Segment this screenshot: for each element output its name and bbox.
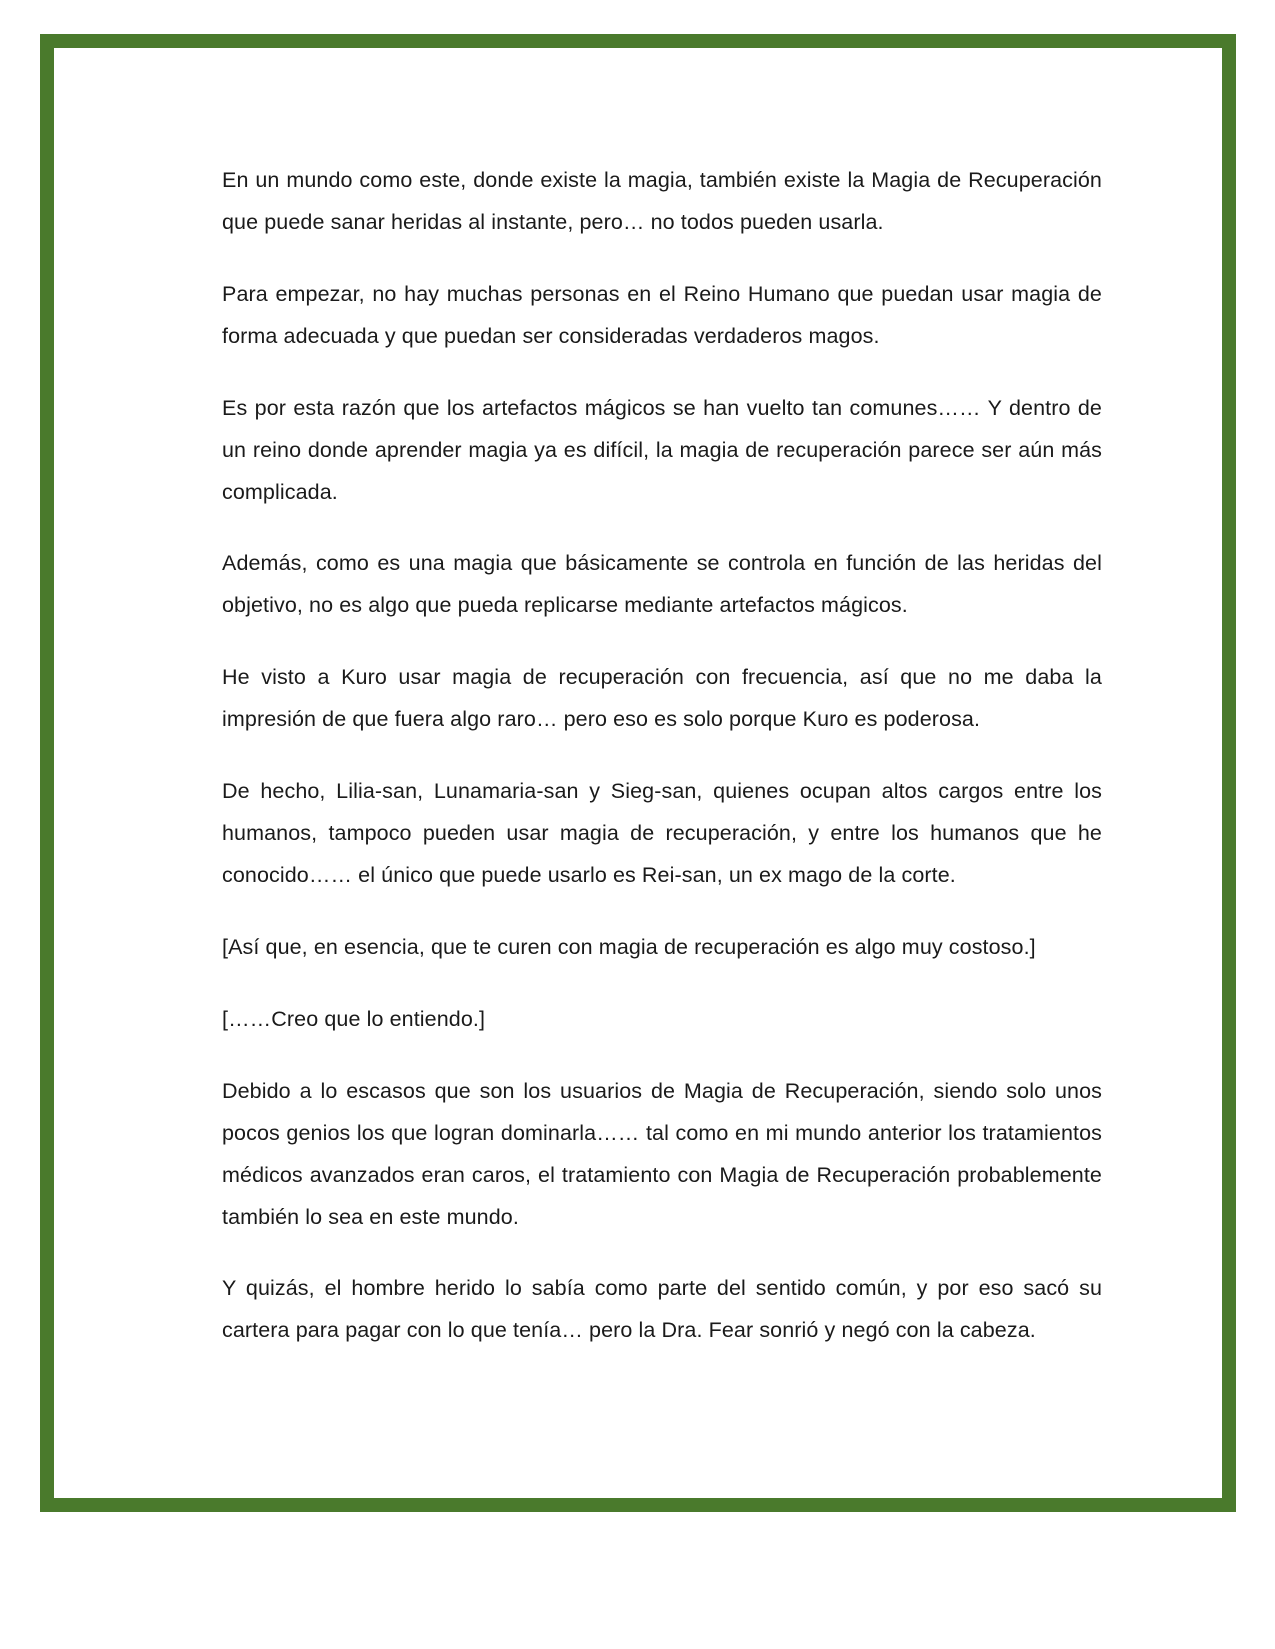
paragraph: De hecho, Lilia-san, Lunamaria-san y Sieg-san, quienes ocupan altos cargos entre los humanos, tampoco pueden usar magia de recuperación, y entre los humanos que he conocido…… el único que puede usarlo es Rei-san, un ex mago de la corte. <box>222 779 1102 887</box>
paragraph: Además, como es una magia que básicamente se controla en función de las heridas del objetivo, no es algo que pueda replicarse mediante artefactos mágicos. <box>222 551 1102 618</box>
paragraph: He visto a Kuro usar magia de recuperación con frecuencia, así que no me daba la impresión de que fuera algo raro… pero eso es solo porque Kuro es poderosa. <box>222 665 1102 732</box>
document-body <box>222 160 1102 1352</box>
paragraph: [Así que, en esencia, que te curen con magia de recuperación es algo muy costoso.] <box>222 934 1036 959</box>
paragraph: Para empezar, no hay muchas personas en el Reino Humano que puedan usar magia de forma adecuada y que puedan ser consideradas verdaderos magos. <box>222 281 1102 348</box>
paragraph: Debido a lo escasos que son los usuarios de Magia de Recuperación, siendo solo unos pocos genios los que logran dominarla…… tal como en mi mundo anterior los tratamientos médicos avanzados eran caros, el tratamiento con Magia de Recuperación probablemente también lo sea en este mundo. <box>222 1078 1102 1229</box>
paragraph: En un mundo como este, donde existe la magia, también existe la Magia de Recuperación que puede sanar heridas al instante, pero… no todos pueden usarla. <box>222 168 1102 234</box>
page-border-frame <box>40 34 1236 1512</box>
paragraph: [……Creo que lo entiendo.] <box>222 1006 486 1031</box>
paragraph: Es por esta razón que los artefactos mágicos se han vuelto tan comunes…… Y dentro de un reino donde aprender magia ya es difícil, la magia de recuperación parece ser aún más complicada. <box>222 395 1102 504</box>
paragraph: Y quizás, el hombre herido lo sabía como parte del sentido común, y por eso sacó su cartera para pagar con lo que tenía… pero la Dra. Fear sonrió y negó con la cabeza. <box>222 1276 1102 1343</box>
